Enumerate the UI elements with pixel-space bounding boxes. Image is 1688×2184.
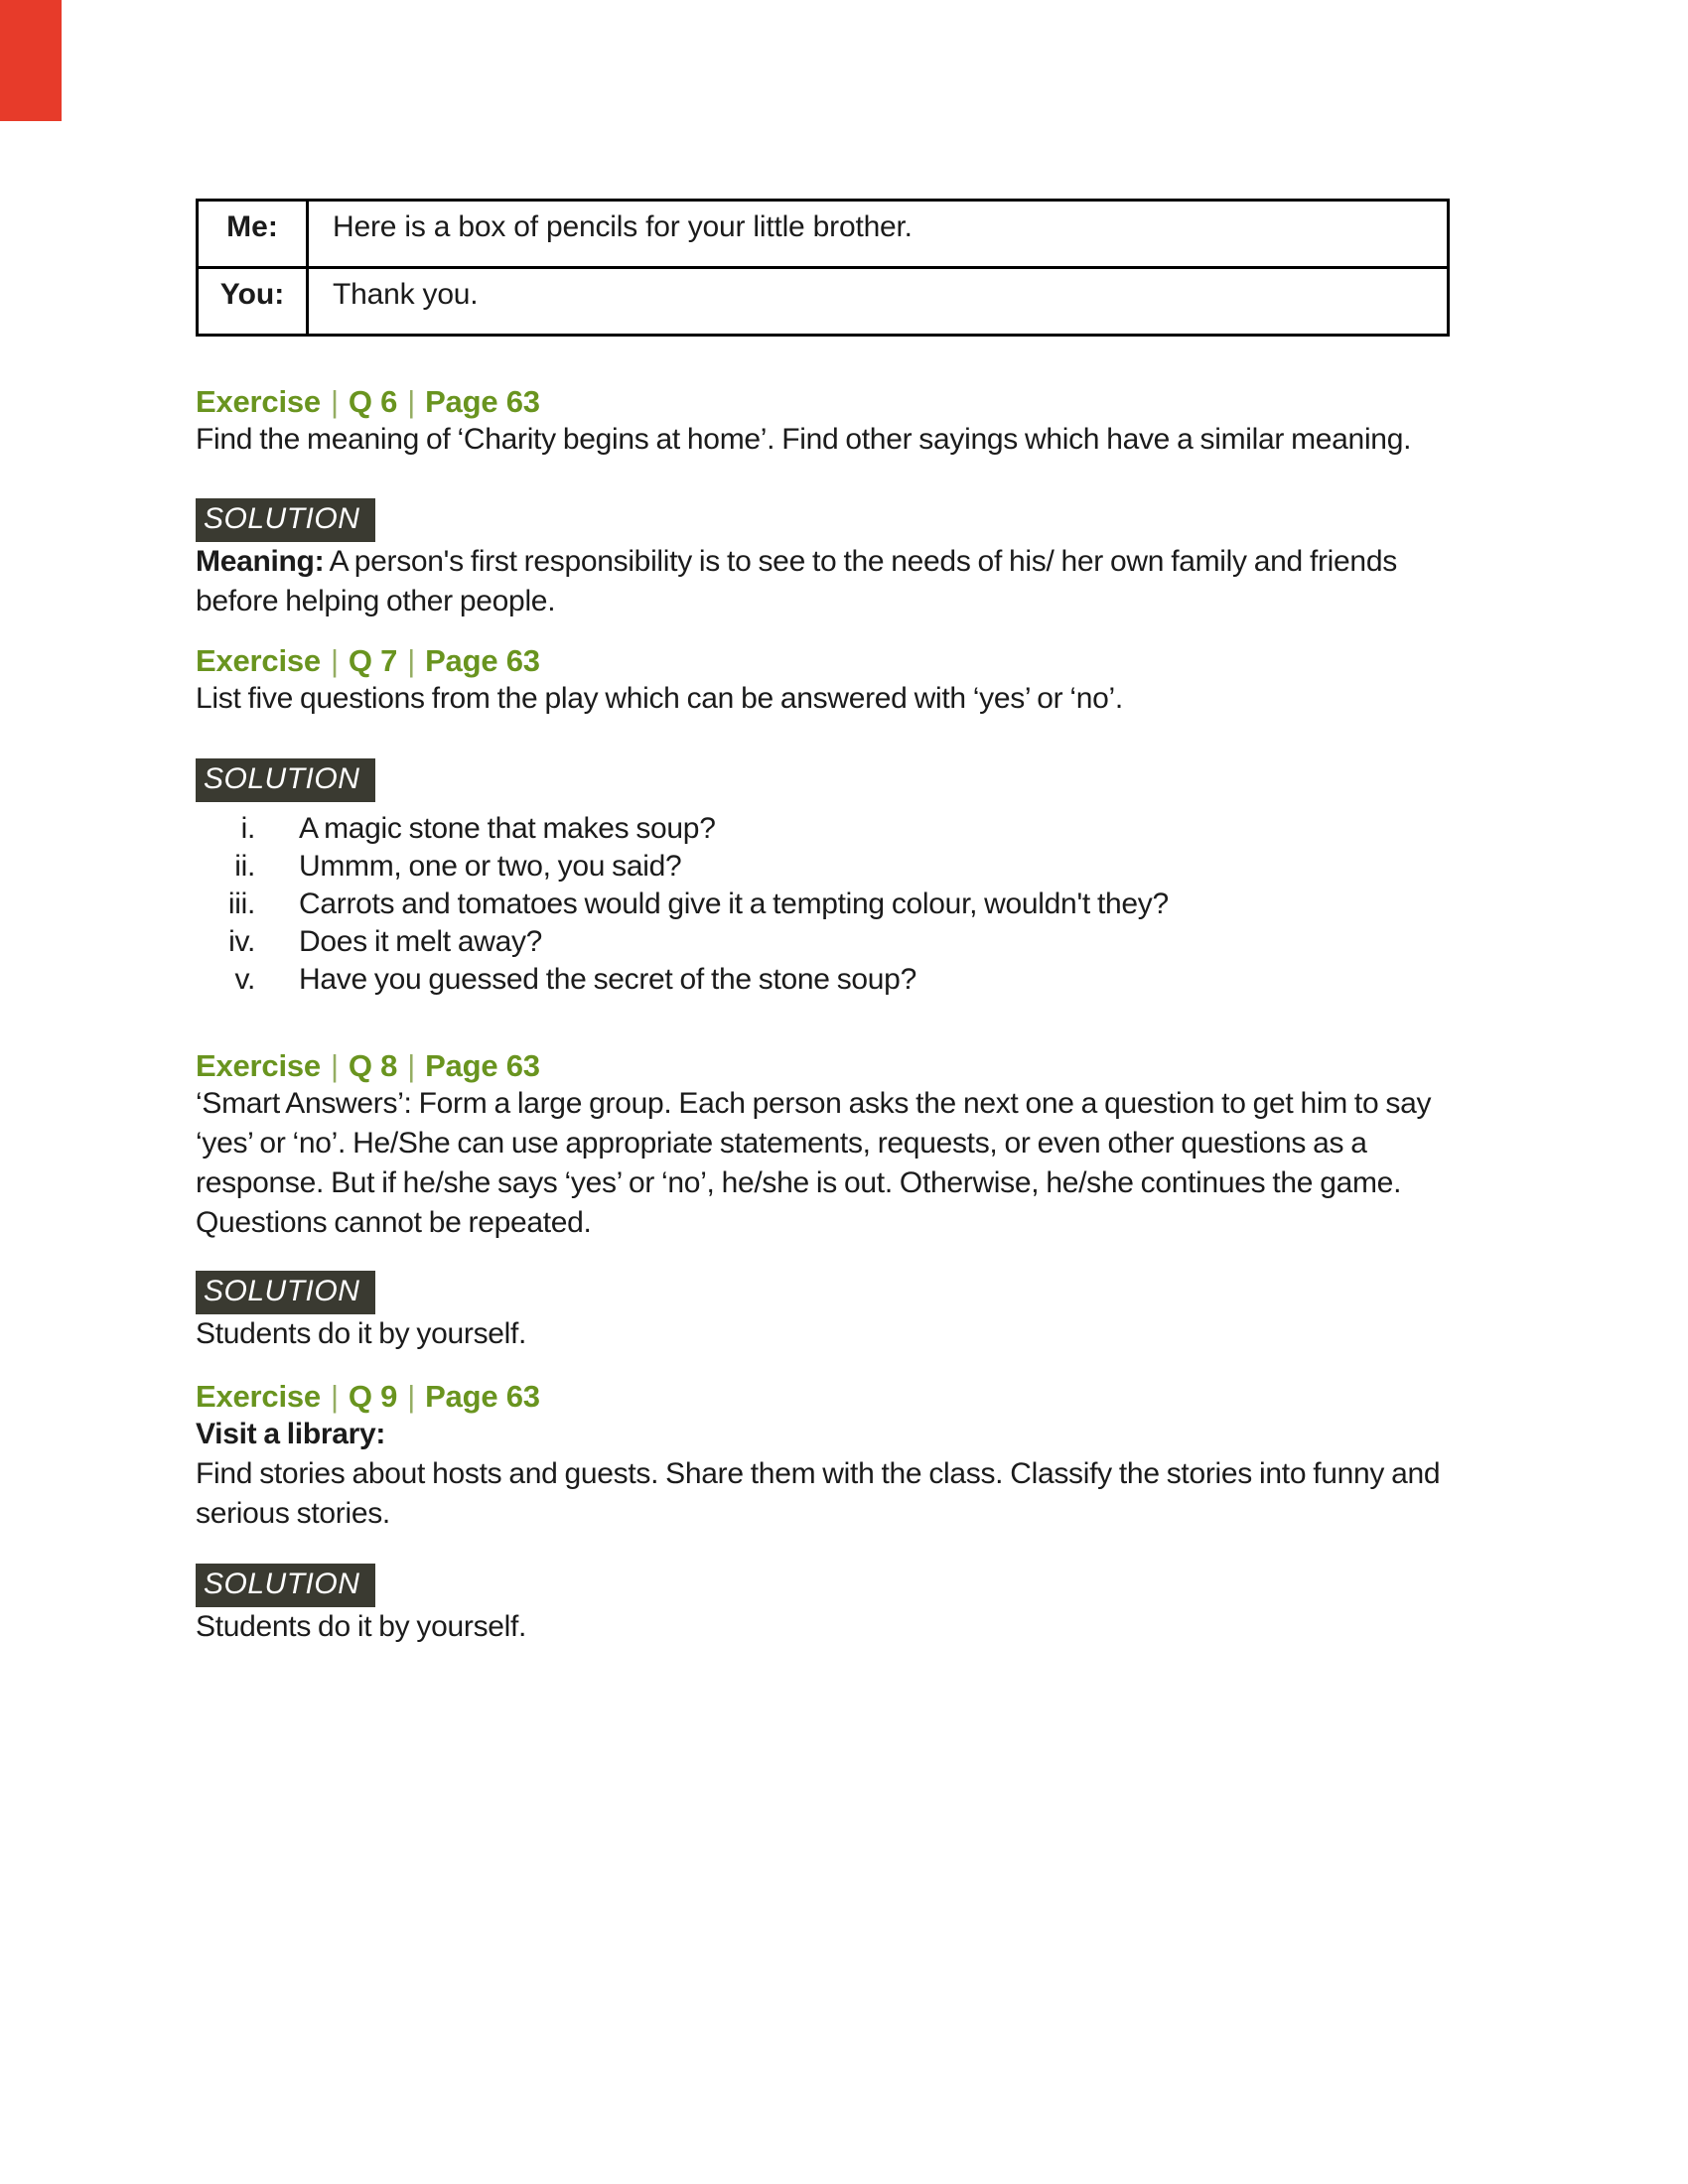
question-text-q9: Find stories about hosts and guests. Share them with the class. Classify the stories into funny and serious stories. bbox=[196, 1457, 1441, 1530]
exercise-label: Exercise bbox=[196, 384, 321, 419]
list-item bbox=[196, 810, 1477, 848]
page-number: Page 63 bbox=[425, 384, 540, 419]
question-text-q8: ‘Smart Answers’: Form a large group. Each person asks the next one a question to get him to say ‘yes’ or ‘no’. He/She can use appropriate statements, requests, or even other questions as a response. But if he/she says ‘yes’ or ‘no’, he/she is out. Otherwise, he/she continues the game. Questions cannot be repeated. bbox=[196, 1087, 1432, 1239]
dialog-table bbox=[196, 199, 1450, 337]
separator: | bbox=[330, 1048, 339, 1083]
question-text-q7: List five questions from the play which can be answered with ‘yes’ or ‘no’. bbox=[196, 682, 1123, 715]
speaker-cell: Me: bbox=[198, 201, 308, 268]
list-item-text: Carrots and tomatoes would give it a tempting colour, wouldn't they? bbox=[299, 887, 1169, 920]
table-row bbox=[198, 201, 1449, 268]
table-row bbox=[198, 268, 1449, 336]
question-number: Q 7 bbox=[348, 643, 398, 678]
list-marker: ii. bbox=[234, 850, 255, 883]
exercise-heading-q9[interactable] bbox=[196, 1379, 1477, 1415]
answer-text-q9: Students do it by yourself. bbox=[196, 1610, 527, 1643]
separator: | bbox=[407, 1379, 416, 1414]
exercise-label: Exercise bbox=[196, 1048, 321, 1083]
exercise-heading-q8[interactable] bbox=[196, 1048, 1477, 1084]
list-item bbox=[196, 848, 1477, 886]
solution-row bbox=[196, 1271, 1477, 1314]
solution-badge: SOLUTION bbox=[196, 1271, 375, 1314]
exercise-label: Exercise bbox=[196, 643, 321, 678]
question-title-q9: Visit a library: bbox=[196, 1418, 386, 1450]
exercise-heading-q7[interactable] bbox=[196, 643, 1477, 679]
dialog-text-cell: Thank you. bbox=[308, 268, 1449, 336]
list-marker: v. bbox=[234, 963, 255, 996]
list-item bbox=[196, 886, 1477, 923]
list-item-text: Have you guessed the secret of the stone soup? bbox=[299, 963, 916, 996]
list-item-text: A magic stone that makes soup? bbox=[299, 812, 716, 845]
question-number: Q 6 bbox=[348, 384, 398, 419]
question-number: Q 9 bbox=[348, 1379, 398, 1414]
dialog-text-cell: Here is a box of pencils for your little brother. bbox=[308, 201, 1449, 268]
page-number: Page 63 bbox=[425, 643, 540, 678]
red-corner-marker bbox=[0, 0, 62, 121]
exercise-label: Exercise bbox=[196, 1379, 321, 1414]
separator: | bbox=[407, 643, 416, 678]
meaning-text: A person's first responsibility is to see to the needs of his/ her own family and friends before helping other people. bbox=[196, 545, 1397, 617]
solution-badge: SOLUTION bbox=[196, 498, 375, 542]
solution-row bbox=[196, 498, 1477, 542]
solution-badge: SOLUTION bbox=[196, 758, 375, 802]
solution-badge: SOLUTION bbox=[196, 1564, 375, 1607]
page-number: Page 63 bbox=[425, 1048, 540, 1083]
exercise-heading-q6[interactable] bbox=[196, 384, 1477, 420]
list-item bbox=[196, 961, 1477, 999]
list-item-text: Ummm, one or two, you said? bbox=[299, 850, 682, 883]
separator: | bbox=[407, 384, 416, 419]
separator: | bbox=[330, 643, 339, 678]
list-item-text: Does it melt away? bbox=[299, 925, 543, 958]
separator: | bbox=[330, 1379, 339, 1414]
list-item bbox=[196, 923, 1477, 961]
meaning-label: Meaning: bbox=[196, 545, 325, 578]
speaker-cell: You: bbox=[198, 268, 308, 336]
list-marker: iv. bbox=[228, 925, 255, 958]
question-text-q6: Find the meaning of ‘Charity begins at home’. Find other sayings which have a similar meaning. bbox=[196, 423, 1412, 456]
answer-text-q6 bbox=[196, 542, 1477, 621]
separator: | bbox=[407, 1048, 416, 1083]
separator: | bbox=[330, 384, 339, 419]
answer-text-q8: Students do it by yourself. bbox=[196, 1317, 527, 1350]
solution-row bbox=[196, 1564, 1477, 1607]
page-number: Page 63 bbox=[425, 1379, 540, 1414]
question-number: Q 8 bbox=[348, 1048, 398, 1083]
list-marker: i. bbox=[240, 812, 255, 845]
solution-row bbox=[196, 758, 1477, 802]
page-content bbox=[196, 199, 1477, 1647]
answers-list-q7 bbox=[196, 810, 1477, 999]
list-marker: iii. bbox=[227, 887, 255, 920]
